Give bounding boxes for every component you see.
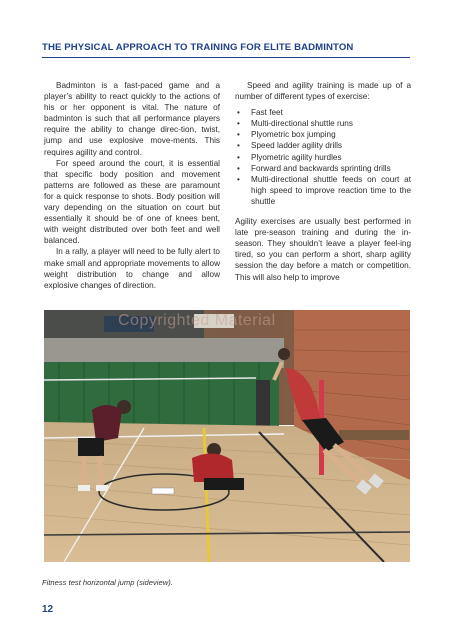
- paragraph-2: For speed around the court, it is essential that specific body position and movement patterns are followed as these are paramount for a quick response to shots. Body position will vary depending on the situation on court but essentially it should be of one of knees bent, with weight distributed over both feet and well balanced.: [44, 158, 220, 246]
- list-item: • Forward and backwards sprinting drills: [235, 163, 411, 174]
- list-item: • Multi-directional shuttle feeds on court at high speed to improve reaction time to the shuttle: [235, 174, 411, 207]
- exercise-list: [235, 107, 411, 207]
- right-column: [235, 80, 411, 283]
- photo-illustration: [44, 310, 410, 562]
- photo-caption: Fitness test horizontal jump (sideview).: [42, 578, 173, 587]
- page-number: 12: [42, 604, 54, 615]
- running-title: THE PHYSICAL APPROACH TO TRAINING FOR ELITE BADMINTON: [42, 42, 354, 53]
- closing-paragraph: Agility exercises are usually best performed in late pre-season training and during the in-season. They shouldn’t leave a player feel-ing tired, so you can perform a short, sharp agility session the day before a match or competition. This will also help to improve: [235, 217, 411, 282]
- sports-hall-photo: [44, 310, 410, 562]
- list-item: • Speed ladder agility drills: [235, 140, 411, 151]
- paragraph-3: In a rally, a player will need to be fully alert to make small and appropriate movements to allow weight distribution to change and allow explosive changes of direction.: [44, 247, 220, 290]
- list-item: • Plyometric agility hurdles: [235, 152, 411, 163]
- paragraph-1: Badminton is a fast-paced game and a player’s ability to react quickly to the actions of his or her opponent is vital. The nature of badminton is such that all performance players require the ability to change direc-tion, twist, jump and use explosive move-ments. This requires agility and control.: [44, 81, 220, 157]
- header-rule: [42, 57, 410, 58]
- watermark: Copyrighted Material: [118, 312, 276, 329]
- list-item: • Plyometric box jumping: [235, 129, 411, 140]
- list-item: • Multi-directional shuttle runs: [235, 118, 411, 129]
- list-item: • Fast feet: [235, 107, 411, 118]
- exercise-intro: Speed and agility training is made up of a number of different types of exercise:: [235, 81, 411, 102]
- left-column: [44, 80, 220, 291]
